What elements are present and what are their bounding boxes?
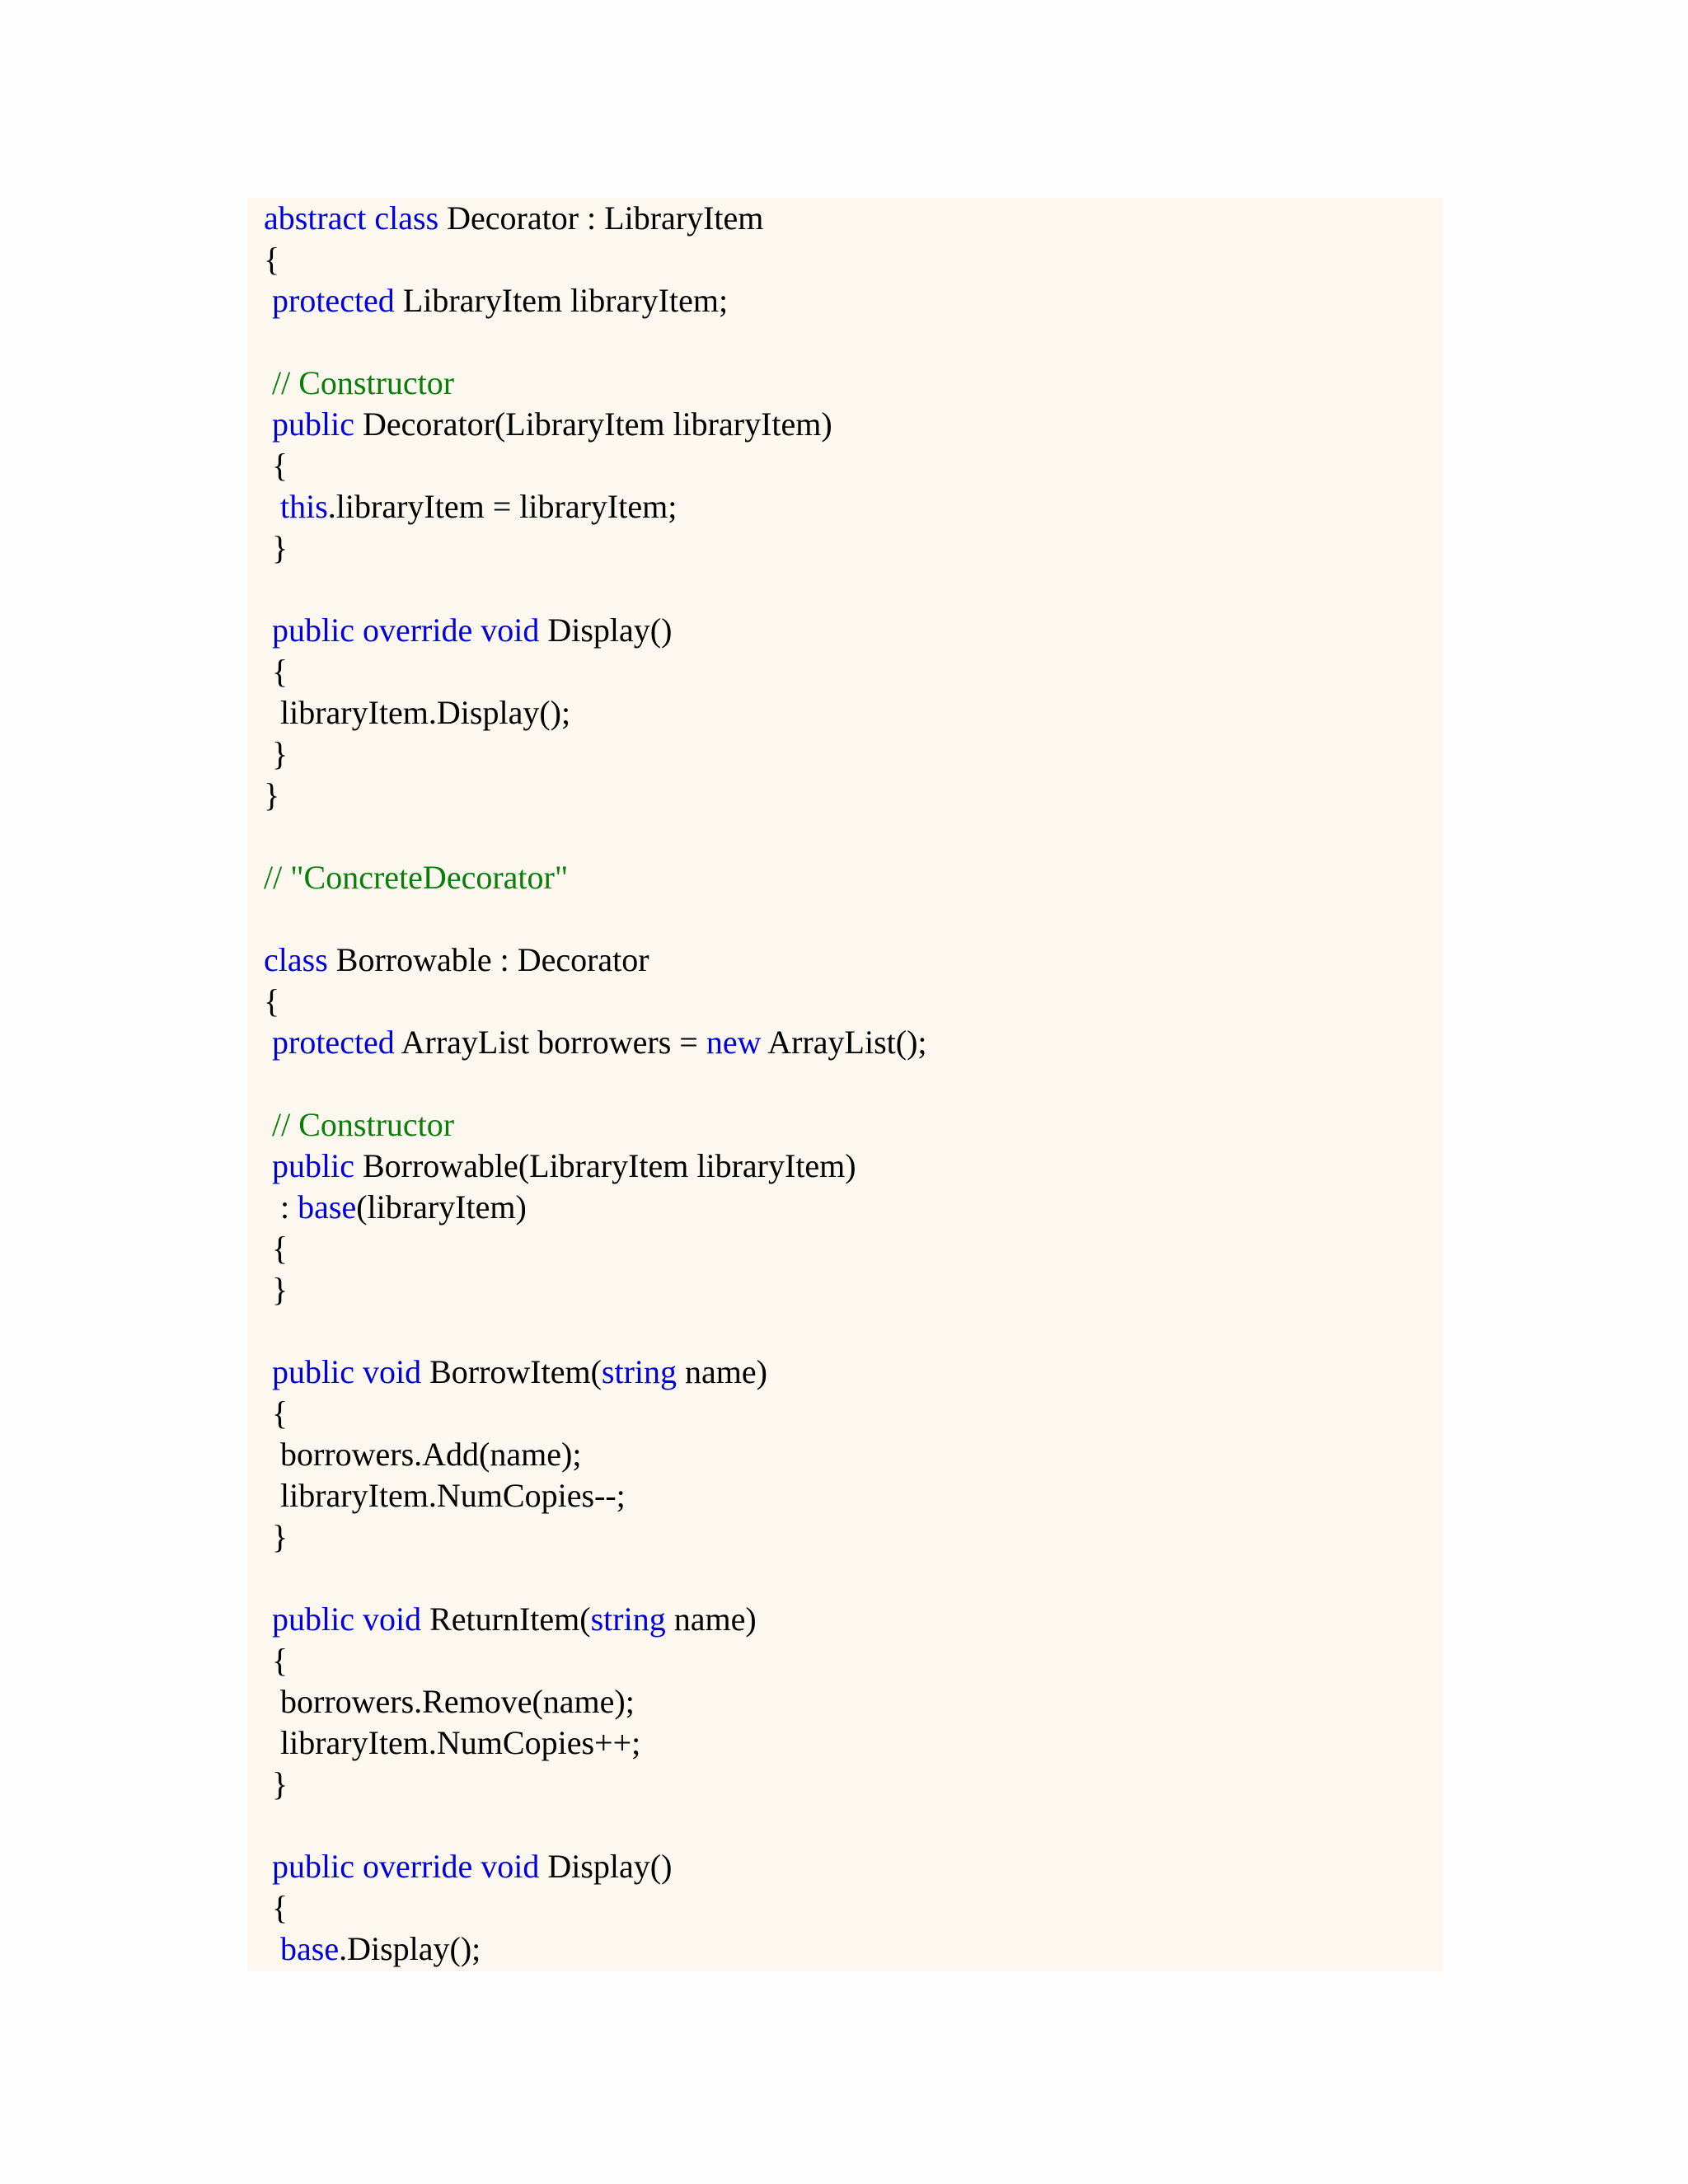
code-text: LibraryItem libraryItem; (394, 282, 729, 319)
code-block (247, 198, 1442, 1971)
code-text: } (264, 529, 288, 566)
code-line (264, 404, 1442, 445)
code-line (264, 1929, 1442, 1970)
code-text: { (264, 447, 288, 484)
code-text: } (264, 735, 288, 772)
code-line (264, 775, 1442, 816)
code-text: libraryItem.NumCopies++; (264, 1724, 641, 1761)
code-text (264, 405, 272, 443)
code-keyword: abstract class (264, 199, 439, 237)
code-keyword: public void (272, 1601, 422, 1638)
code-line (264, 1846, 1442, 1887)
code-text (264, 1147, 272, 1184)
code-line (264, 981, 1442, 1022)
code-keyword: string (601, 1353, 678, 1390)
code-line (264, 1269, 1442, 1310)
code-text (264, 1601, 272, 1638)
code-line (264, 1022, 1442, 1063)
code-text: BorrowItem( (421, 1353, 602, 1390)
code-text: libraryItem.NumCopies--; (264, 1477, 626, 1514)
code-line (264, 1104, 1442, 1146)
code-line (264, 445, 1442, 486)
code-line (264, 1722, 1442, 1764)
code-line (264, 527, 1442, 569)
code-text: Borrowable(LibraryItem libraryItem) (354, 1147, 856, 1184)
code-line (264, 486, 1442, 527)
code-line (264, 1187, 1442, 1228)
code-text: .libraryItem = libraryItem; (327, 488, 678, 525)
code-line (264, 940, 1442, 981)
code-line (264, 1352, 1442, 1393)
code-comment: // "ConcreteDecorator" (264, 859, 569, 896)
blank-line (264, 1310, 1442, 1352)
code-text: } (264, 1271, 288, 1308)
code-line (264, 857, 1442, 898)
code-text: : (264, 1188, 298, 1226)
code-line (264, 1475, 1442, 1516)
code-text: Display() (539, 612, 673, 649)
code-text: ReturnItem( (421, 1601, 591, 1638)
code-keyword: class (264, 941, 328, 978)
code-line (264, 239, 1442, 280)
code-text: ArrayList borrowers = (394, 1024, 706, 1061)
code-keyword: this (280, 488, 328, 525)
code-text: { (264, 1642, 288, 1679)
code-text: Borrowable : Decorator (327, 941, 649, 978)
code-keyword: base (298, 1188, 357, 1226)
code-line (264, 280, 1442, 321)
code-keyword: protected (272, 1024, 395, 1061)
code-line (264, 1599, 1442, 1640)
code-keyword: new (706, 1024, 762, 1061)
code-text: Display() (539, 1848, 673, 1885)
code-line (264, 363, 1442, 404)
code-text: name) (665, 1601, 757, 1638)
code-text: Decorator : LibraryItem (438, 199, 764, 237)
code-text: { (264, 1394, 288, 1432)
code-line (264, 1228, 1442, 1269)
code-text (264, 1930, 280, 1967)
code-text (264, 1106, 272, 1143)
code-text: } (264, 776, 280, 813)
code-line (264, 1640, 1442, 1681)
code-keyword: protected (272, 282, 395, 319)
code-line (264, 1681, 1442, 1722)
blank-line (264, 1063, 1442, 1104)
code-text (264, 1848, 272, 1885)
code-keyword: base (280, 1930, 340, 1967)
code-line (264, 1434, 1442, 1475)
code-keyword: public (272, 405, 354, 443)
code-text: { (264, 653, 288, 690)
code-text: (libraryItem) (356, 1188, 527, 1226)
blank-line (264, 816, 1442, 857)
code-text: { (264, 1230, 288, 1267)
code-comment: // Constructor (272, 1106, 455, 1143)
code-comment: // Constructor (272, 364, 455, 401)
code-line (264, 610, 1442, 651)
code-line (264, 198, 1442, 239)
code-keyword: string (590, 1601, 666, 1638)
code-text: { (264, 1889, 288, 1926)
code-text (264, 1024, 272, 1061)
code-text: .Display(); (339, 1930, 481, 1967)
code-text: borrowers.Remove(name); (264, 1683, 635, 1720)
code-keyword: public override void (272, 612, 540, 649)
code-text: { (264, 982, 280, 1019)
code-text (264, 488, 280, 525)
code-text: ArrayList(); (761, 1024, 927, 1061)
code-text: } (264, 1765, 288, 1802)
blank-line (264, 569, 1442, 610)
blank-line (264, 898, 1442, 940)
blank-line (264, 1558, 1442, 1599)
code-line (264, 1393, 1442, 1434)
code-text (264, 1353, 272, 1390)
code-line (264, 651, 1442, 692)
code-line (264, 692, 1442, 733)
code-text: libraryItem.Display(); (264, 694, 571, 731)
code-line (264, 1516, 1442, 1558)
code-text (264, 364, 272, 401)
code-line (264, 733, 1442, 775)
code-text: } (264, 1518, 288, 1555)
code-text (264, 282, 272, 319)
code-text: borrowers.Add(name); (264, 1436, 582, 1473)
code-line (264, 1887, 1442, 1929)
blank-line (264, 321, 1442, 363)
code-line (264, 1146, 1442, 1187)
code-keyword: public override void (272, 1848, 540, 1885)
code-keyword: public (272, 1147, 354, 1184)
code-keyword: public void (272, 1353, 422, 1390)
code-text (264, 612, 272, 649)
blank-line (264, 1805, 1442, 1846)
code-text: name) (677, 1353, 767, 1390)
code-line (264, 1764, 1442, 1805)
code-text: Decorator(LibraryItem libraryItem) (354, 405, 832, 443)
code-text: { (264, 241, 280, 278)
